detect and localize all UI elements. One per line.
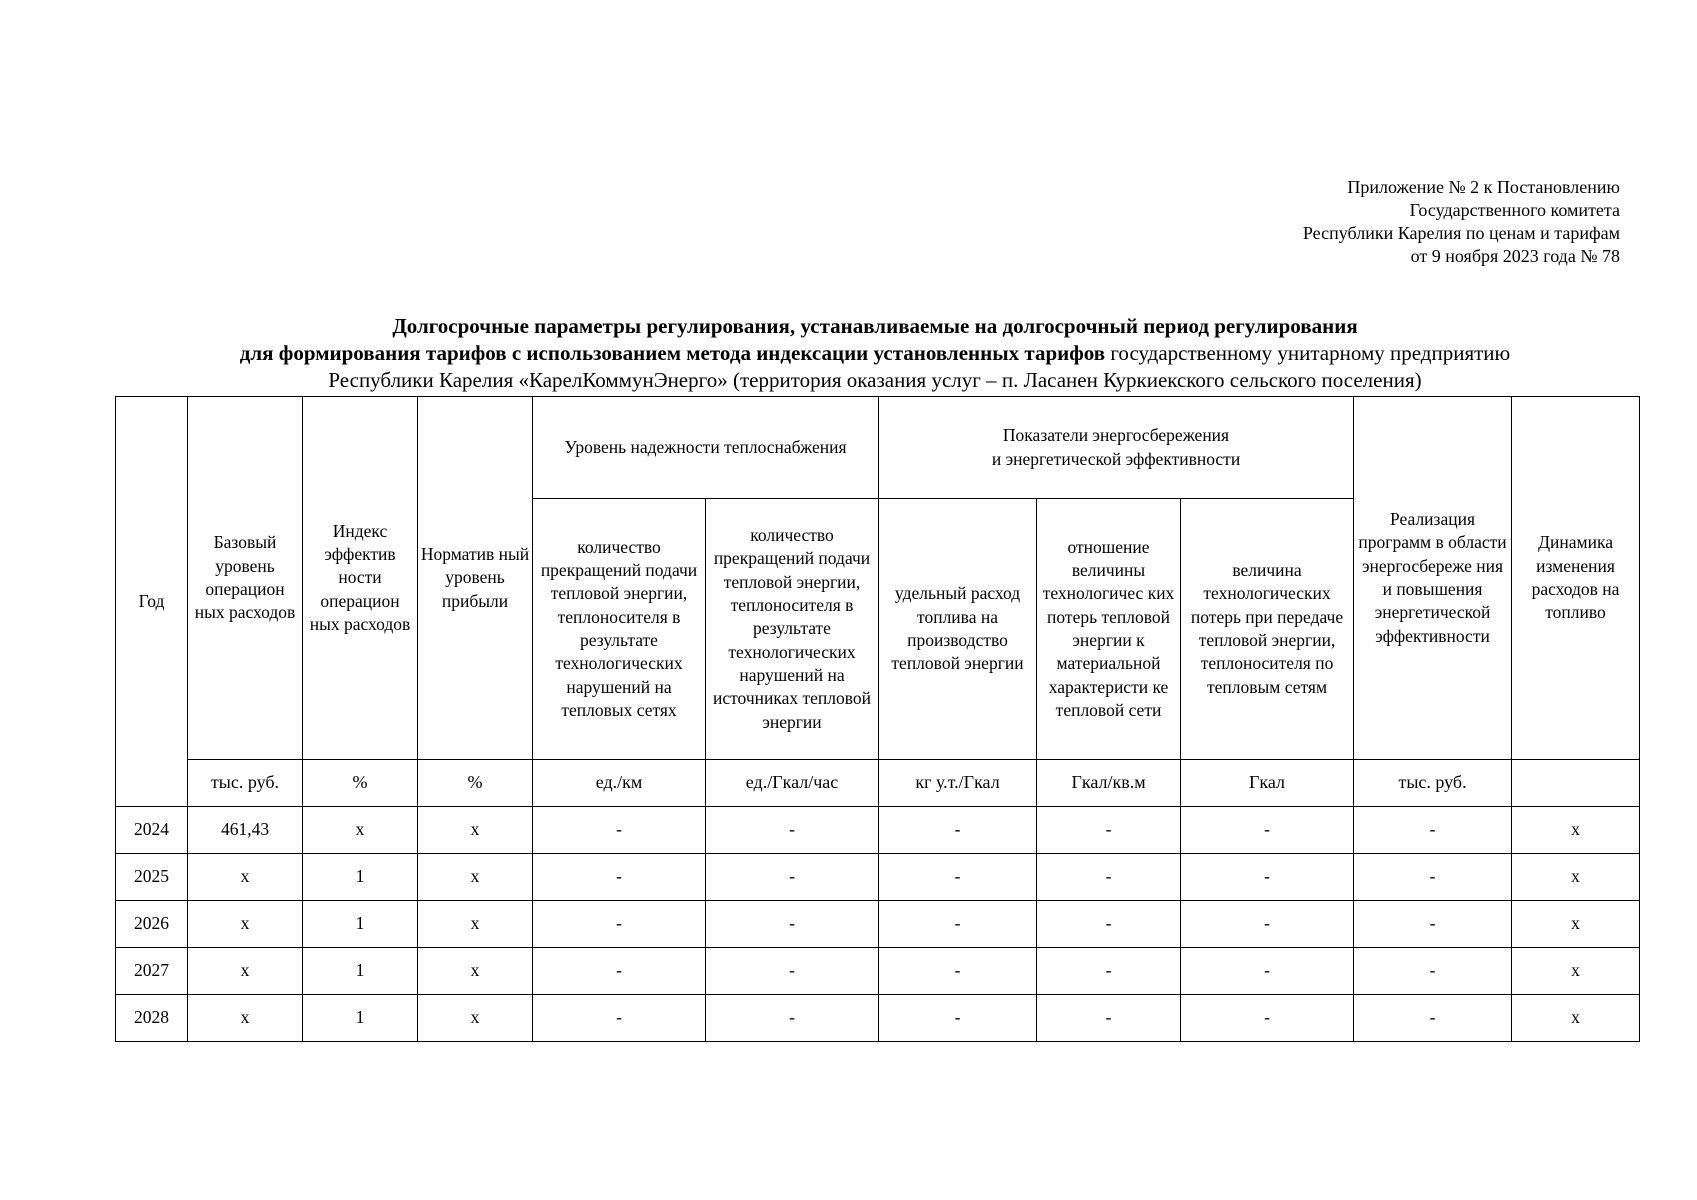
header-reliability-group: Уровень надежности теплоснабжения [533,397,879,499]
unit-cell: % [418,760,533,807]
data-cell: х [1512,807,1640,854]
data-cell: х [1512,901,1640,948]
data-cell: - [706,948,879,995]
table-row [116,948,1640,995]
data-cell: х [1512,854,1640,901]
data-cell: х [188,901,303,948]
data-cell: х [418,995,533,1042]
data-cell: - [1037,901,1181,948]
year-cell: 2027 [116,948,188,995]
data-cell: - [1181,995,1354,1042]
data-cell: х [188,995,303,1042]
table-row [116,807,1640,854]
data-cell: - [879,854,1037,901]
data-cell: - [1354,995,1512,1042]
unit-cell: кг у.т./Гкал [879,760,1037,807]
header-energy-group-line: и энергетической эффективности [991,448,1241,469]
data-cell: - [1354,807,1512,854]
year-cell: 2025 [116,854,188,901]
header-loss-ratio: отношение величины технологичес ких потерь тепловой энергии к материальной характеристи ке тепловой сети [1037,499,1181,760]
appendix-line: Республики Карелия по ценам и тарифам [1302,223,1620,243]
table-row [116,995,1640,1042]
data-cell: - [1181,901,1354,948]
data-cell: - [1037,948,1181,995]
title-line-3: Республики Карелия «КарелКоммунЭнерго» (территория оказания услуг – п. Ласанен Куркиекского сельского поселения) [328,368,1422,392]
year-cell: 2026 [116,901,188,948]
header-base-level: Базовый уровень операцион ных расходов [188,397,303,760]
data-cell: - [1037,854,1181,901]
unit-cell: тыс. руб. [1354,760,1512,807]
unit-cell: ед./км [533,760,706,807]
data-cell: х [188,854,303,901]
data-cell: - [1354,948,1512,995]
year-cell: 2024 [116,807,188,854]
data-cell: х [418,948,533,995]
document-title [110,313,1640,394]
data-cell: - [706,807,879,854]
header-fuel-dynamics: Динамика изменения расходов на топливо [1512,397,1640,760]
data-cell: 1 [303,948,418,995]
header-reliability-sources: количество прекращений подачи тепловой энергии, теплоносителя в результате технологических нарушений на источниках тепловой энергии [706,499,879,760]
data-cell: 1 [303,995,418,1042]
data-cell: - [533,901,706,948]
appendix-block [1303,176,1620,268]
header-loss-value: величина технологических потерь при передаче тепловой энергии, теплоносителя по тепловым сетям [1181,499,1354,760]
data-cell: - [1037,995,1181,1042]
data-cell: - [533,995,706,1042]
data-cell: - [1181,854,1354,901]
header-profit-level: Норматив ный уровень прибыли [418,397,533,760]
unit-cell: тыс. руб. [188,760,303,807]
header-year: Год [116,397,188,807]
data-cell: х [188,948,303,995]
table-row [116,854,1640,901]
appendix-line: Приложение № 2 к Постановлению [1347,177,1620,197]
data-cell: - [1037,807,1181,854]
unit-cell: ед./Гкал/час [706,760,879,807]
data-cell: - [879,948,1037,995]
data-cell: - [706,901,879,948]
title-line-2-bold: для формирования тарифов с использованием метода индексации установленных тарифов [239,341,1106,365]
data-cell: х [1512,995,1640,1042]
table-row [116,901,1640,948]
data-cell: х [303,807,418,854]
title-line-1: Долгосрочные параметры регулирования, устанавливаемые на долгосрочный период регулирования [392,314,1358,338]
data-cell: - [1181,948,1354,995]
year-cell: 2028 [116,995,188,1042]
data-cell: х [418,807,533,854]
unit-cell: Гкал [1181,760,1354,807]
data-cell: х [418,854,533,901]
data-cell: х [1512,948,1640,995]
data-cell: - [706,854,879,901]
header-fuel-consumption: удельный расход топлива на производство тепловой энергии [879,499,1037,760]
data-cell: х [418,901,533,948]
unit-cell: % [303,760,418,807]
appendix-line: Государственного комитета [1409,200,1620,220]
data-cell: 1 [303,901,418,948]
data-cell: - [533,948,706,995]
header-efficiency-index: Индекс эффектив ности операцион ных расходов [303,397,418,760]
parameters-table [115,396,1640,1042]
data-cell: - [879,901,1037,948]
header-energy-group [879,397,1354,499]
header-reliability-networks: количество прекращений подачи тепловой энергии, теплоносителя в результате технологических нарушений на тепловых сетях [533,499,706,760]
data-cell: 461,43 [188,807,303,854]
data-cell: - [1354,901,1512,948]
data-cell: - [879,807,1037,854]
header-energy-group-line: Показатели энергосбережения [1002,425,1230,446]
data-cell: - [879,995,1037,1042]
data-cell: - [706,995,879,1042]
data-cell: - [1354,854,1512,901]
appendix-line: от 9 ноября 2023 года № 78 [1410,246,1620,266]
data-cell: - [533,807,706,854]
title-line-2-normal: государственному унитарному предприятию [1105,341,1511,365]
unit-cell [1512,760,1640,807]
header-programs: Реализация программ в области энергосбереже ния и повышения энергетической эффективности [1354,397,1512,760]
data-cell: 1 [303,854,418,901]
data-cell: - [533,854,706,901]
data-cell: - [1181,807,1354,854]
unit-cell: Гкал/кв.м [1037,760,1181,807]
